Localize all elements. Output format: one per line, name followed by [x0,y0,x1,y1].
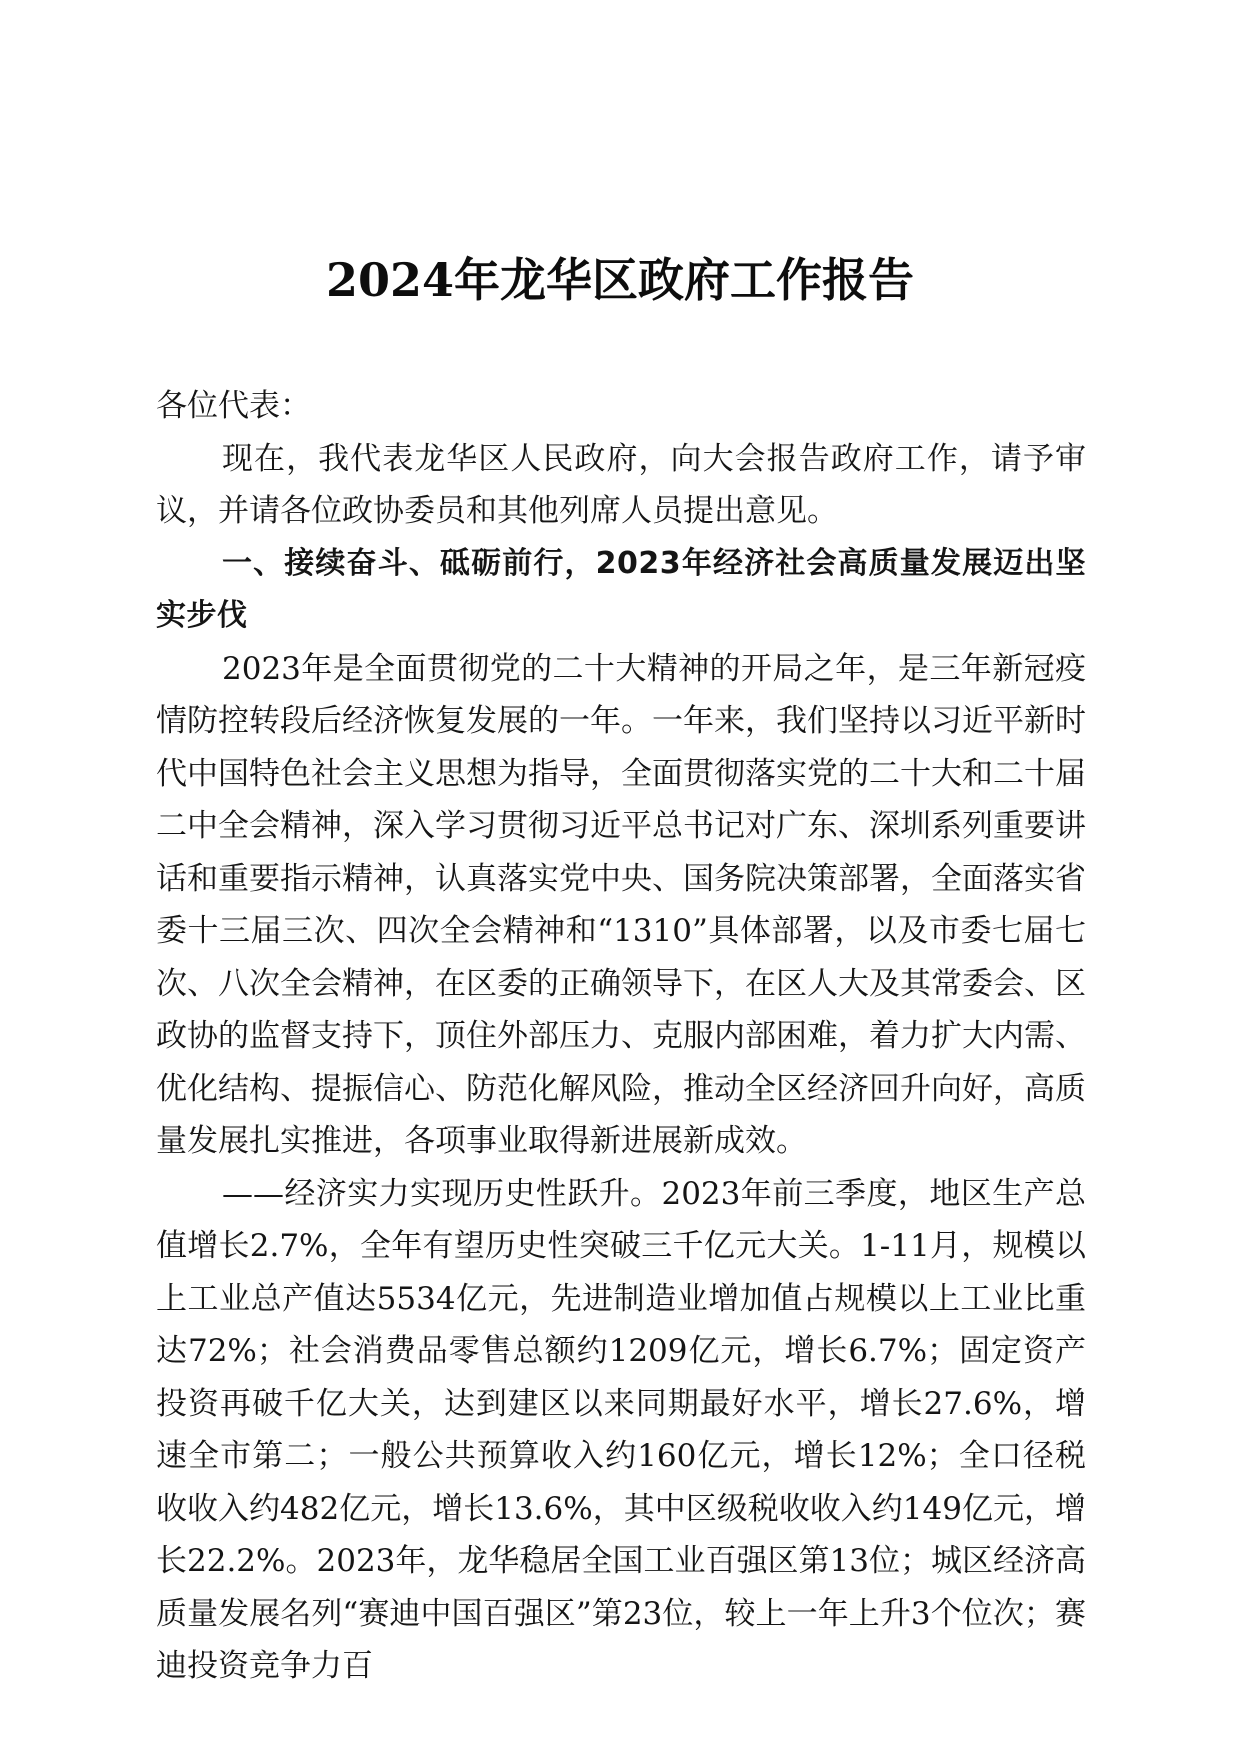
intro-paragraph: 现在，我代表龙华区人民政府，向大会报告政府工作，请予审议，并请各位政协委员和其他列席人员提出意见。 [156,440,1086,529]
body-paragraph: ——经济实力实现历史性跃升。2023年前三季度，地区生产总值增长2.7%，全年有望历史性突破三千亿元大关。1-11月，规模以上工业总产值达5534亿元，先进制造业增加值占规模以上工业比重达72%；社会消费品零售总额约1209亿元，增长6.7%；固定资产投资再破千亿大关，达到建区以来同期最好水平，增长27.6%，增速全市第二；一般公共预算收入约160亿元，增长12%；全口径税收收入约482亿元，增长13.6%，其中区级税收收入约149亿元，增长22.2%。2023年，龙华稳居全国工业百强区第13位；城区经济高质量发展名列“赛迪中国百强区”第23位，较上一年上升3个位次；赛迪投资竞争力百 [156,1175,1086,1684]
document-title: 2024年龙华区政府工作报告 [325,253,915,307]
document-body [156,380,1086,1693]
section-heading: 一、接续奋斗、砥砺前行，2023年经济社会高质量发展迈出坚实步伐 [156,545,1086,633]
salutation: 各位代表： [156,388,311,424]
body-paragraph: 2023年是全面贯彻党的二十大精神的开局之年，是三年新冠疫情防控转段后经济恢复发展的一年。一年来，我们坚持以习近平新时代中国特色社会主义思想为指导，全面贯彻落实党的二十大和二十届二中全会精神，深入学习贯彻习近平总书记对广东、深圳系列重要讲话和重要指示精神，认真落实党中央、国务院决策部署，全面落实省委十三届三次、四次全会精神和“1310”具体部署，以及市委七届七次、八次全会精神，在区委的正确领导下，在区人大及其常委会、区政协的监督支持下，顶住外部压力、克服内部困难，着力扩大内需、优化结构、提振信心、防范化解风险，推动全区经济回升向好，高质量发展扎实推进，各项事业取得新进展新成效。 [156,650,1086,1159]
